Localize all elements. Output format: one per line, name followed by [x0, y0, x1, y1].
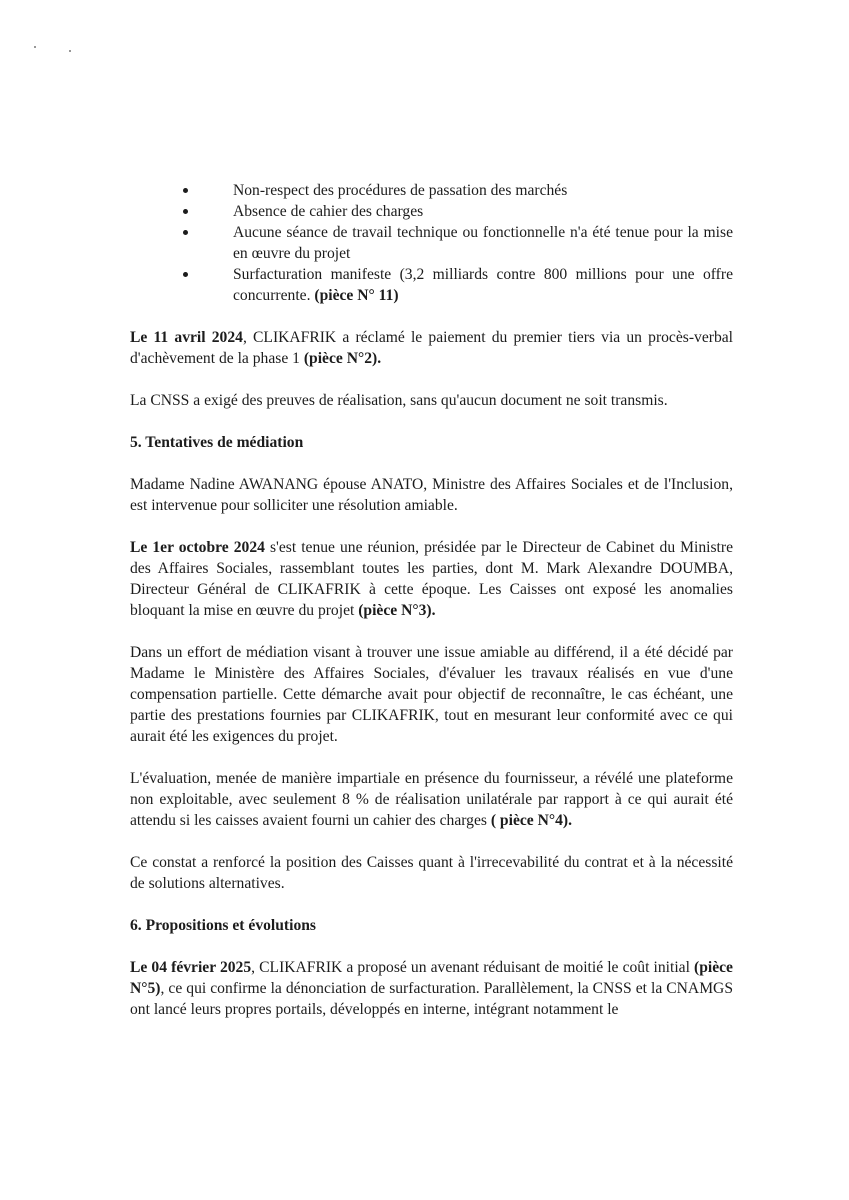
section-heading-mediation: 5. Tentatives de médiation — [130, 434, 304, 451]
paragraph-mediation-effort: Dans un effort de médiation visant à trouver une issue amiable au différend, il a été décidé par Madame le Ministère des Affaires Sociales, d'évaluer les travaux réalisés en vue d'une compensation partielle. Cette démarche avait pour objectif de reconnaître, le cas échéant, une partie des prestations fournies par CLIKAFRIK, tout en mesurant leur conformité avec ce qui aurait été les exigences du projet. — [130, 644, 733, 745]
bullet-icon — [183, 230, 188, 235]
piece-reference: (pièce N°2). — [303, 350, 382, 367]
issues-list — [130, 180, 733, 306]
section-heading-proposals: 6. Propositions et évolutions — [130, 917, 316, 934]
list-item: Aucune séance de travail technique ou fonctionnelle n'a été tenue pour la mise en œuvre du projet — [130, 222, 733, 264]
scan-speck — [69, 50, 71, 52]
piece-reference: ( pièce N°4). — [490, 812, 572, 829]
date-label: Le 1er octobre 2024 — [130, 539, 265, 556]
bullet-icon — [183, 209, 188, 214]
piece-reference: (pièce N° 11) — [314, 287, 399, 304]
bullet-icon — [183, 188, 188, 193]
list-item: Surfacturation manifeste (3,2 milliards contre 800 millions pour une offre concurrente. (pièce N° 11) — [130, 264, 733, 306]
scan-speck — [34, 46, 36, 48]
paragraph-cnss-proof: La CNSS a exigé des preuves de réalisation, sans qu'aucun document ne soit transmis. — [130, 392, 668, 409]
paragraph-evaluation: L'évaluation, menée de manière impartiale en présence du fournisseur, a révélé une plateforme non exploitable, avec seulement 8 % de réalisation unilatérale par rapport à ce qui aurait été attendu si les caisses avaient fourni un cahier des charges ( pièce N°4). — [130, 770, 733, 829]
paragraph-meeting: Le 1er octobre 2024 s'est tenue une réunion, présidée par le Directeur de Cabinet du Ministre des Affaires Sociales, rassemblant toutes les parties, dont M. Mark Alexandre DOUMBA, Directeur Général de CLIKAFRIK à cette époque. Les Caisses ont exposé les anomalies bloquant la mise en œuvre du projet (pièce N°3). — [130, 539, 733, 619]
document-body — [130, 180, 733, 1041]
date-label: Le 11 avril 2024 — [130, 329, 243, 346]
paragraph-payment-claim: Le 11 avril 2024, CLIKAFRIK a réclamé le paiement du premier tiers via un procès-verbal d'achèvement de la phase 1 (pièce N°2). — [130, 329, 734, 367]
bullet-icon — [183, 272, 188, 277]
list-item: Absence de cahier des charges — [130, 201, 733, 222]
paragraph-amendment: Le 04 février 2025, CLIKAFRIK a proposé un avenant réduisant de moitié le coût initial (pièce N°5), ce qui confirme la dénonciation de surfacturation. Parallèlement, la CNSS et la CNAMGS ont lancé leurs propres portails, développés en interne, intégrant notamment le — [130, 959, 733, 1018]
list-item: Non-respect des procédures de passation des marchés — [130, 180, 733, 201]
paragraph-minister: Madame Nadine AWANANG épouse ANATO, Ministre des Affaires Sociales et de l'Inclusion, est intervenue pour solliciter une résolution amiable. — [130, 476, 733, 514]
paragraph-conclusion: Ce constat a renforcé la position des Caisses quant à l'irrecevabilité du contrat et à la nécessité de solutions alternatives. — [130, 854, 733, 892]
date-label: Le 04 février 2025 — [130, 959, 252, 976]
piece-reference: (pièce N°5) — [130, 959, 733, 997]
piece-reference: (pièce N°3). — [358, 602, 436, 619]
